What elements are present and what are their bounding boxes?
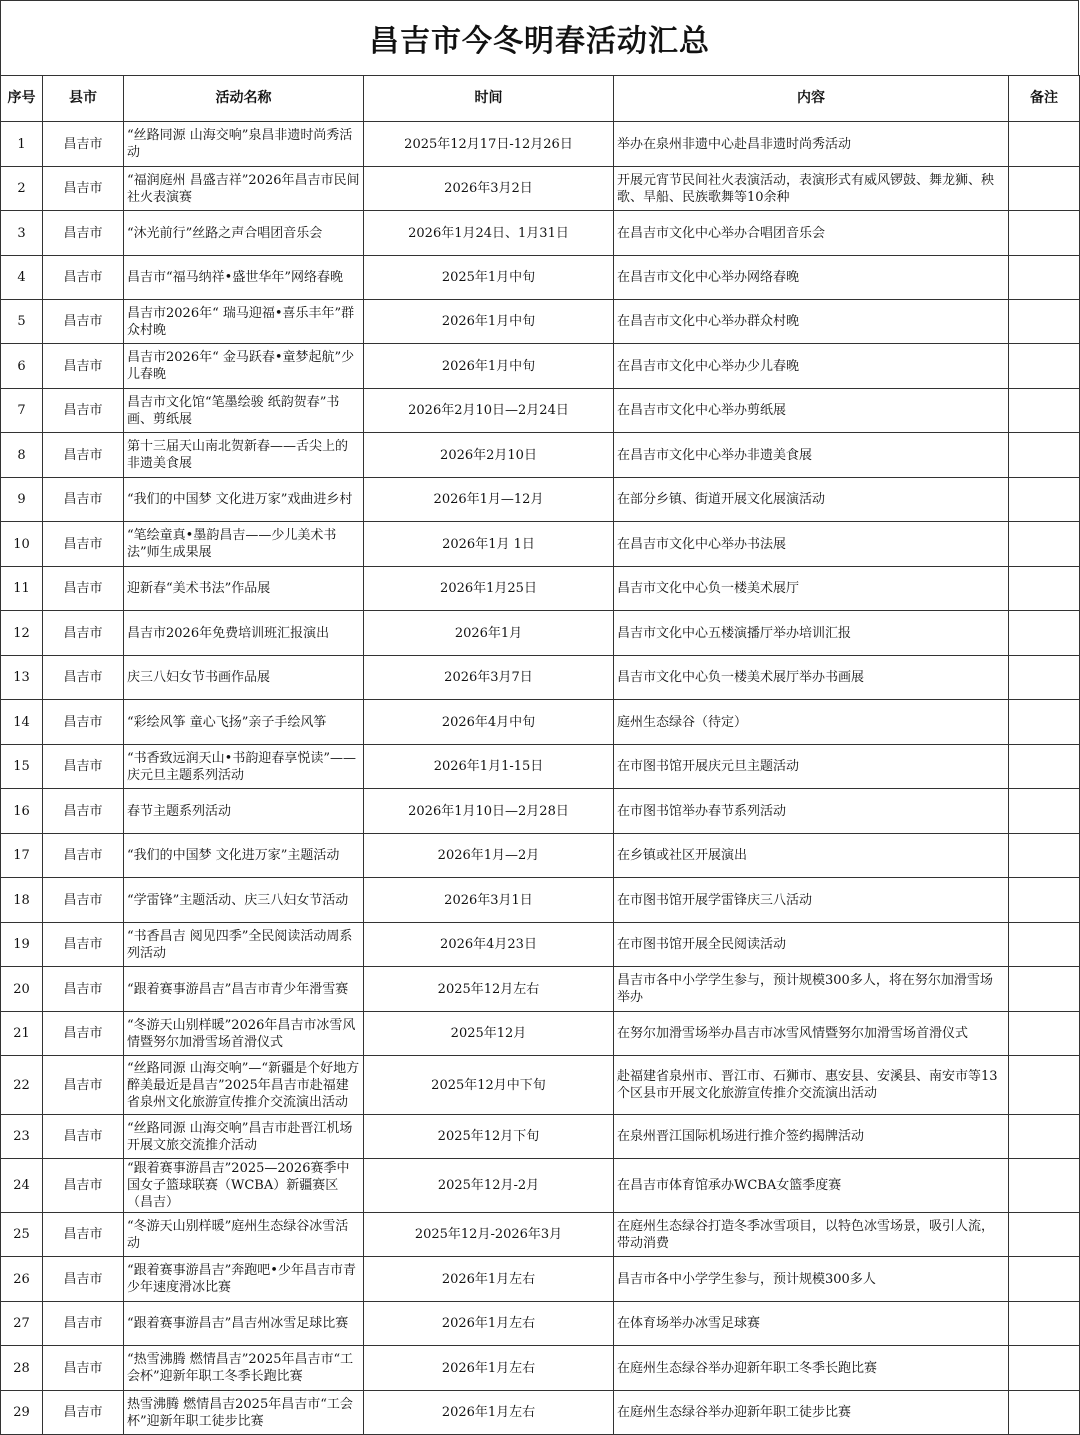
row-county: 昌吉市 [43, 300, 124, 344]
row-activity-name: “书香致远润天山•书韵迎春享悦读”——庆元旦主题系列活动 [124, 745, 364, 789]
row-county: 昌吉市 [43, 967, 124, 1012]
row-county: 昌吉市 [43, 1302, 124, 1346]
row-time: 2025年12月 [364, 1012, 614, 1056]
row-activity-name: 昌吉市文化馆“笔墨绘骏 纸韵贺春”书画、剪纸展 [124, 389, 364, 433]
row-activity-name: “福润庭州 昌盛吉祥”2026年昌吉市民间社火表演赛 [124, 167, 364, 211]
row-content: 在乡镇或社区开展演出 [614, 834, 1009, 878]
row-time: 2025年12月-2026年3月 [364, 1213, 614, 1257]
row-activity-name: “丝路同源 山海交响”—“新疆是个好地方 醉美最近是昌吉”2025年昌吉市赴福建省泉州文化旅游宣传推介交流演出活动 [124, 1056, 364, 1115]
row-activity-name: “沐光前行”丝路之声合唱团音乐会 [124, 211, 364, 256]
table-row [1, 522, 1080, 567]
row-county: 昌吉市 [43, 1213, 124, 1257]
row-content: 在昌吉市文化中心举办群众村晚 [614, 300, 1009, 344]
row-county: 昌吉市 [43, 1257, 124, 1302]
row-time: 2026年1月1-15日 [364, 745, 614, 789]
row-note [1009, 256, 1080, 300]
row-county: 昌吉市 [43, 167, 124, 211]
row-number: 6 [1, 344, 43, 389]
row-number: 7 [1, 389, 43, 433]
row-time: 2026年1月10日—2月28日 [364, 789, 614, 834]
table-row [1, 1257, 1080, 1302]
row-number: 3 [1, 211, 43, 256]
row-time: 2025年12月下旬 [364, 1115, 614, 1159]
row-time: 2025年12月左右 [364, 967, 614, 1012]
row-activity-name: “冬游天山别样暖”2026年昌吉市冰雪风情暨努尔加滑雪场首滑仪式 [124, 1012, 364, 1056]
row-content: 在市图书馆开展庆元旦主题活动 [614, 745, 1009, 789]
table-row [1, 167, 1080, 211]
row-note [1009, 211, 1080, 256]
row-time: 2025年12月中下旬 [364, 1056, 614, 1115]
row-number: 17 [1, 834, 43, 878]
row-number: 26 [1, 1257, 43, 1302]
row-note [1009, 1213, 1080, 1257]
row-activity-name: 昌吉市2026年免费培训班汇报演出 [124, 611, 364, 656]
row-note [1009, 789, 1080, 834]
row-time: 2026年1月中旬 [364, 344, 614, 389]
row-activity-name: “跟着赛事游昌吉”奔跑吧•少年昌吉市青少年速度滑冰比赛 [124, 1257, 364, 1302]
row-time: 2026年1月—2月 [364, 834, 614, 878]
row-time: 2026年1月左右 [364, 1346, 614, 1391]
row-note [1009, 478, 1080, 522]
row-number: 28 [1, 1346, 43, 1391]
table-row [1, 1159, 1080, 1213]
table-row [1, 1302, 1080, 1346]
row-note [1009, 878, 1080, 923]
activity-table [0, 75, 1080, 1435]
header-county: 县市 [43, 76, 124, 122]
row-time: 2026年4月23日 [364, 923, 614, 967]
table-body [1, 122, 1080, 1435]
row-county: 昌吉市 [43, 1391, 124, 1435]
table-row [1, 300, 1080, 344]
row-content: 昌吉市文化中心负一楼美术展厅 [614, 567, 1009, 611]
row-number: 11 [1, 567, 43, 611]
table-row [1, 1346, 1080, 1391]
row-activity-name: “彩绘风筝 童心飞扬”亲子手绘风筝 [124, 700, 364, 745]
row-number: 25 [1, 1213, 43, 1257]
row-number: 12 [1, 611, 43, 656]
row-note [1009, 389, 1080, 433]
row-number: 2 [1, 167, 43, 211]
row-time: 2026年1月左右 [364, 1302, 614, 1346]
row-county: 昌吉市 [43, 656, 124, 700]
row-time: 2026年1月24日、1月31日 [364, 211, 614, 256]
header-no: 序号 [1, 76, 43, 122]
row-note [1009, 967, 1080, 1012]
table-row [1, 834, 1080, 878]
row-note [1009, 611, 1080, 656]
row-number: 14 [1, 700, 43, 745]
row-number: 22 [1, 1056, 43, 1115]
row-time: 2026年3月2日 [364, 167, 614, 211]
row-number: 21 [1, 1012, 43, 1056]
row-content: 在泉州晋江国际机场进行推介签约揭牌活动 [614, 1115, 1009, 1159]
row-activity-name: 昌吉市“福马纳祥•盛世华年”网络春晚 [124, 256, 364, 300]
row-note [1009, 923, 1080, 967]
table-row [1, 211, 1080, 256]
row-county: 昌吉市 [43, 789, 124, 834]
row-number: 5 [1, 300, 43, 344]
row-activity-name: “笔绘童真•墨韵昌吉——少儿美术书法”师生成果展 [124, 522, 364, 567]
row-note [1009, 1257, 1080, 1302]
row-activity-name: “跟着赛事游昌吉”昌吉州冰雪足球比赛 [124, 1302, 364, 1346]
row-content: 在努尔加滑雪场举办昌吉市冰雪风情暨努尔加滑雪场首滑仪式 [614, 1012, 1009, 1056]
table-row [1, 478, 1080, 522]
row-content: 在昌吉市文化中心举办少儿春晚 [614, 344, 1009, 389]
row-activity-name: 热雪沸腾 燃情昌吉2025年昌吉市“工会杯”迎新年职工徒步比赛 [124, 1391, 364, 1435]
table-row [1, 967, 1080, 1012]
header-content: 内容 [614, 76, 1009, 122]
row-county: 昌吉市 [43, 211, 124, 256]
row-activity-name: 春节主题系列活动 [124, 789, 364, 834]
page-title: 昌吉市今冬明春活动汇总 [0, 0, 1079, 76]
table-row [1, 1012, 1080, 1056]
row-number: 9 [1, 478, 43, 522]
table-row [1, 433, 1080, 478]
table-row [1, 923, 1080, 967]
row-content: 在昌吉市文化中心举办网络春晚 [614, 256, 1009, 300]
row-content: 昌吉市各中小学学生参与，预计规模300多人 [614, 1257, 1009, 1302]
table-header-row [1, 76, 1080, 122]
row-county: 昌吉市 [43, 834, 124, 878]
table-row [1, 878, 1080, 923]
row-activity-name: 昌吉市2026年“ 瑞马迎福•喜乐丰年”群众村晚 [124, 300, 364, 344]
row-activity-name: “跟着赛事游昌吉”2025—2026赛季中国女子篮球联赛（WCBA）新疆赛区（昌吉） [124, 1159, 364, 1213]
row-content: 开展元宵节民间社火表演活动，表演形式有威风锣鼓、舞龙狮、秧歌、旱船、民族歌舞等10余种 [614, 167, 1009, 211]
row-note [1009, 344, 1080, 389]
row-activity-name: “我们的中国梦 文化进万家”主题活动 [124, 834, 364, 878]
row-note [1009, 1012, 1080, 1056]
row-time: 2025年12月-2月 [364, 1159, 614, 1213]
row-activity-name: “冬游天山别样暖”庭州生态绿谷冰雪活动 [124, 1213, 364, 1257]
row-time: 2026年2月10日 [364, 433, 614, 478]
row-time: 2026年3月7日 [364, 656, 614, 700]
row-county: 昌吉市 [43, 1346, 124, 1391]
row-county: 昌吉市 [43, 522, 124, 567]
row-activity-name: “丝路同源 山海交响”昌吉市赴晋江机场开展文旅交流推介活动 [124, 1115, 364, 1159]
row-county: 昌吉市 [43, 256, 124, 300]
row-activity-name: 第十三届天山南北贺新春——舌尖上的非遗美食展 [124, 433, 364, 478]
row-number: 23 [1, 1115, 43, 1159]
table-row [1, 344, 1080, 389]
row-county: 昌吉市 [43, 344, 124, 389]
row-content: 举办在泉州非遗中心赴昌非遗时尚秀活动 [614, 122, 1009, 167]
row-content: 在昌吉市文化中心举办剪纸展 [614, 389, 1009, 433]
row-number: 8 [1, 433, 43, 478]
row-activity-name: “热雪沸腾 燃情昌吉”2025年昌吉市“工会杯”迎新年职工冬季长跑比赛 [124, 1346, 364, 1391]
row-content: 在市图书馆举办春节系列活动 [614, 789, 1009, 834]
table-row [1, 567, 1080, 611]
row-number: 18 [1, 878, 43, 923]
row-content: 在庭州生态绿谷举办迎新年职工冬季长跑比赛 [614, 1346, 1009, 1391]
row-note [1009, 433, 1080, 478]
row-activity-name: 迎新春“美术书法”作品展 [124, 567, 364, 611]
row-note [1009, 700, 1080, 745]
table-row [1, 389, 1080, 433]
row-content: 在体育场举办冰雪足球赛 [614, 1302, 1009, 1346]
row-number: 13 [1, 656, 43, 700]
row-number: 4 [1, 256, 43, 300]
header-note: 备注 [1009, 76, 1080, 122]
row-note [1009, 167, 1080, 211]
row-content: 在昌吉市体育馆承办WCBA女篮季度赛 [614, 1159, 1009, 1213]
row-time: 2025年12月17日-12月26日 [364, 122, 614, 167]
row-time: 2026年1月 1日 [364, 522, 614, 567]
row-number: 10 [1, 522, 43, 567]
row-county: 昌吉市 [43, 923, 124, 967]
row-time: 2025年1月中旬 [364, 256, 614, 300]
row-note [1009, 122, 1080, 167]
row-note [1009, 522, 1080, 567]
row-number: 20 [1, 967, 43, 1012]
row-number: 15 [1, 745, 43, 789]
table-row [1, 789, 1080, 834]
row-county: 昌吉市 [43, 745, 124, 789]
row-county: 昌吉市 [43, 700, 124, 745]
row-note [1009, 656, 1080, 700]
row-activity-name: 庆三八妇女节书画作品展 [124, 656, 364, 700]
table-row [1, 1115, 1080, 1159]
table-row [1, 1213, 1080, 1257]
row-content: 昌吉市文化中心负一楼美术展厅举办书画展 [614, 656, 1009, 700]
row-note [1009, 1302, 1080, 1346]
row-time: 2026年2月10日—2月24日 [364, 389, 614, 433]
row-note [1009, 1346, 1080, 1391]
row-activity-name: “跟着赛事游昌吉”昌吉市青少年滑雪赛 [124, 967, 364, 1012]
row-note [1009, 1056, 1080, 1115]
row-number: 1 [1, 122, 43, 167]
row-content: 庭州生态绿谷（待定） [614, 700, 1009, 745]
row-county: 昌吉市 [43, 478, 124, 522]
row-number: 24 [1, 1159, 43, 1213]
row-county: 昌吉市 [43, 878, 124, 923]
row-county: 昌吉市 [43, 122, 124, 167]
row-content: 在昌吉市文化中心举办书法展 [614, 522, 1009, 567]
table-row [1, 122, 1080, 167]
row-number: 16 [1, 789, 43, 834]
row-content: 在庭州生态绿谷打造冬季冰雪项目，以特色冰雪场景，吸引人流，带动消费 [614, 1213, 1009, 1257]
row-note [1009, 1115, 1080, 1159]
row-note [1009, 567, 1080, 611]
row-activity-name: 昌吉市2026年“ 金马跃春•童梦起航”少儿春晚 [124, 344, 364, 389]
row-time: 2026年1月中旬 [364, 300, 614, 344]
table-row [1, 1056, 1080, 1115]
row-note [1009, 1159, 1080, 1213]
header-time: 时间 [364, 76, 614, 122]
row-content: 在庭州生态绿谷举办迎新年职工徒步比赛 [614, 1391, 1009, 1435]
row-note [1009, 1391, 1080, 1435]
row-county: 昌吉市 [43, 1115, 124, 1159]
row-content: 在市图书馆开展学雷锋庆三八活动 [614, 878, 1009, 923]
row-time: 2026年1月—12月 [364, 478, 614, 522]
row-content: 在部分乡镇、街道开展文化展演活动 [614, 478, 1009, 522]
row-note [1009, 834, 1080, 878]
table-row [1, 656, 1080, 700]
table-row [1, 1391, 1080, 1435]
row-content: 在昌吉市文化中心举办合唱团音乐会 [614, 211, 1009, 256]
row-time: 2026年1月 [364, 611, 614, 656]
row-note [1009, 745, 1080, 789]
row-county: 昌吉市 [43, 567, 124, 611]
table-row [1, 611, 1080, 656]
row-number: 19 [1, 923, 43, 967]
row-number: 27 [1, 1302, 43, 1346]
row-county: 昌吉市 [43, 433, 124, 478]
header-name: 活动名称 [124, 76, 364, 122]
row-county: 昌吉市 [43, 611, 124, 656]
table-row [1, 256, 1080, 300]
row-number: 29 [1, 1391, 43, 1435]
row-content: 在市图书馆开展全民阅读活动 [614, 923, 1009, 967]
row-content: 昌吉市各中小学学生参与，预计规模300多人，将在努尔加滑雪场举办 [614, 967, 1009, 1012]
row-activity-name: “书香昌吉 阅见四季”全民阅读活动周系列活动 [124, 923, 364, 967]
table-row [1, 700, 1080, 745]
table-row [1, 745, 1080, 789]
row-county: 昌吉市 [43, 1012, 124, 1056]
row-county: 昌吉市 [43, 1056, 124, 1115]
row-content: 在昌吉市文化中心举办非遗美食展 [614, 433, 1009, 478]
row-time: 2026年1月左右 [364, 1391, 614, 1435]
row-time: 2026年1月25日 [364, 567, 614, 611]
row-note [1009, 300, 1080, 344]
row-activity-name: “丝路同源 山海交响”泉昌非遗时尚秀活动 [124, 122, 364, 167]
row-county: 昌吉市 [43, 389, 124, 433]
row-content: 昌吉市文化中心五楼演播厅举办培训汇报 [614, 611, 1009, 656]
row-content: 赴福建省泉州市、晋江市、石狮市、惠安县、安溪县、南安市等13个区县市开展文化旅游宣传推介交流演出活动 [614, 1056, 1009, 1115]
row-time: 2026年1月左右 [364, 1257, 614, 1302]
row-activity-name: “学雷锋”主题活动、庆三八妇女节活动 [124, 878, 364, 923]
row-time: 2026年4月中旬 [364, 700, 614, 745]
row-time: 2026年3月1日 [364, 878, 614, 923]
row-county: 昌吉市 [43, 1159, 124, 1213]
row-activity-name: “我们的中国梦 文化进万家”戏曲进乡村 [124, 478, 364, 522]
